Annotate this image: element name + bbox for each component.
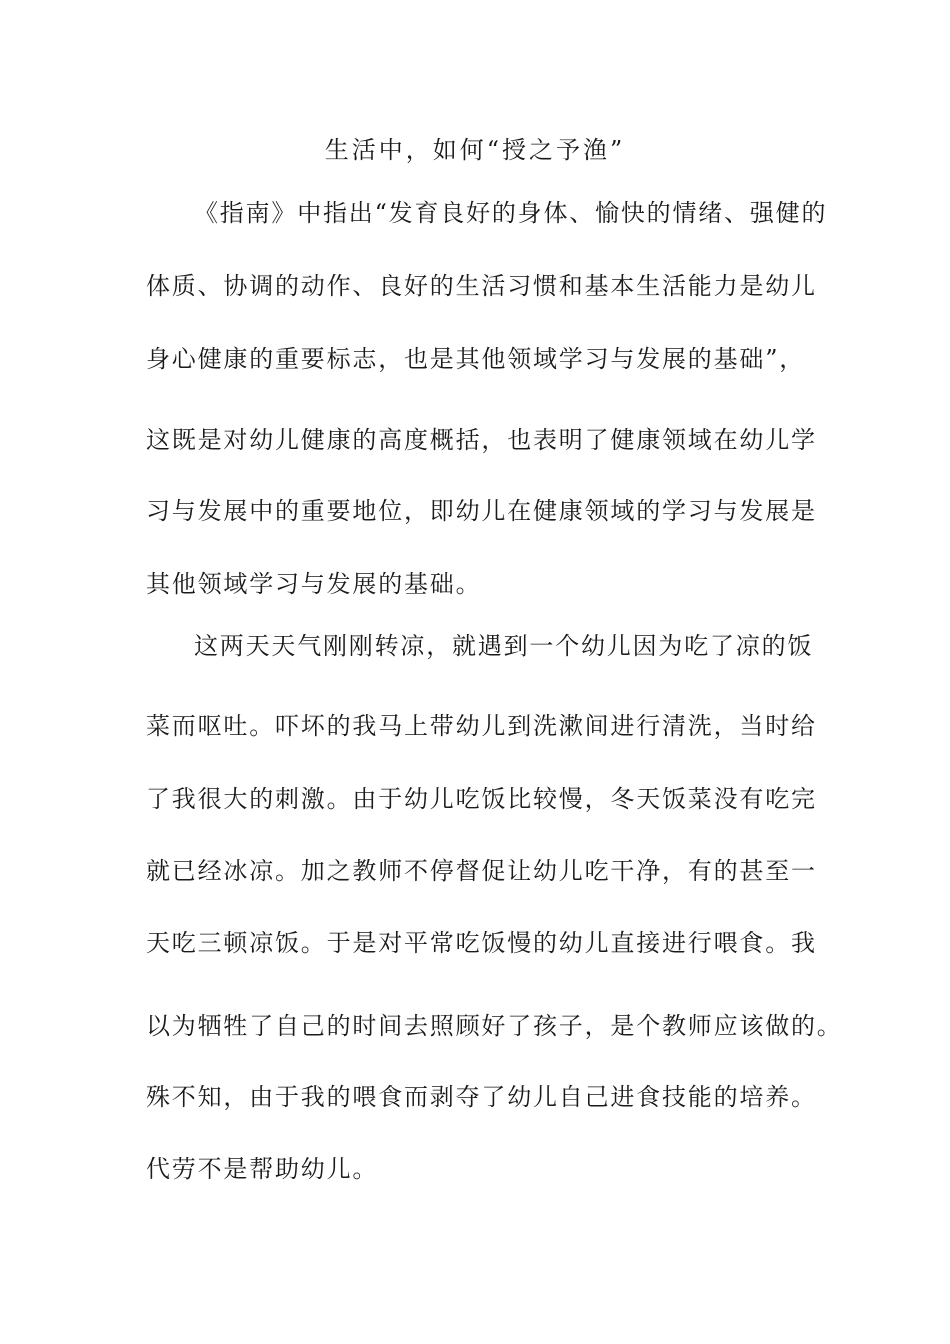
paragraph-line: 《指南》中指出“发育良好的身体、愉快的情绪、强健的 [194,199,828,227]
paragraph-line: 体质、协调的动作、良好的生活习惯和基本生活能力是幼儿 [146,272,817,300]
paragraph-line: 习与发展中的重要地位，即幼儿在健康领域的学习与发展是 [146,497,817,525]
paragraph-line: 菜而呕吐。吓坏的我马上带幼儿到洗漱间进行清洗，当时给 [146,712,817,740]
paragraph-line: 代劳不是帮助幼儿。 [146,1155,379,1183]
paragraph-line: 这既是对幼儿健康的高度概括，也表明了健康领域在幼儿学 [146,426,817,454]
paragraph-line: 天吃三顿凉饭。于是对平常吃饭慢的幼儿直接进行喂食。我 [146,929,817,957]
document-title: 生活中，如何“授之予渔” [324,136,626,164]
paragraph-line: 身心健康的重要标志，也是其他领域学习与发展的基础”， [146,345,806,373]
paragraph-line: 殊不知，由于我的喂食而剥夺了幼儿自己进食技能的培养。 [146,1083,817,1111]
paragraph-line: 了我很大的刺激。由于幼儿吃饭比较慢，冬天饭菜没有吃完 [146,785,817,813]
paragraph-line: 这两天天气刚刚转凉，就遇到一个幼儿因为吃了凉的饭 [194,632,814,660]
paragraph-line: 以为牺牲了自己的时间去照顾好了孩子，是个教师应该做的。 [146,1012,843,1040]
paragraph-line: 就已经冰凉。加之教师不停督促让幼儿吃干净，有的甚至一 [146,857,817,885]
paragraph-line: 其他领域学习与发展的基础。 [146,570,482,598]
